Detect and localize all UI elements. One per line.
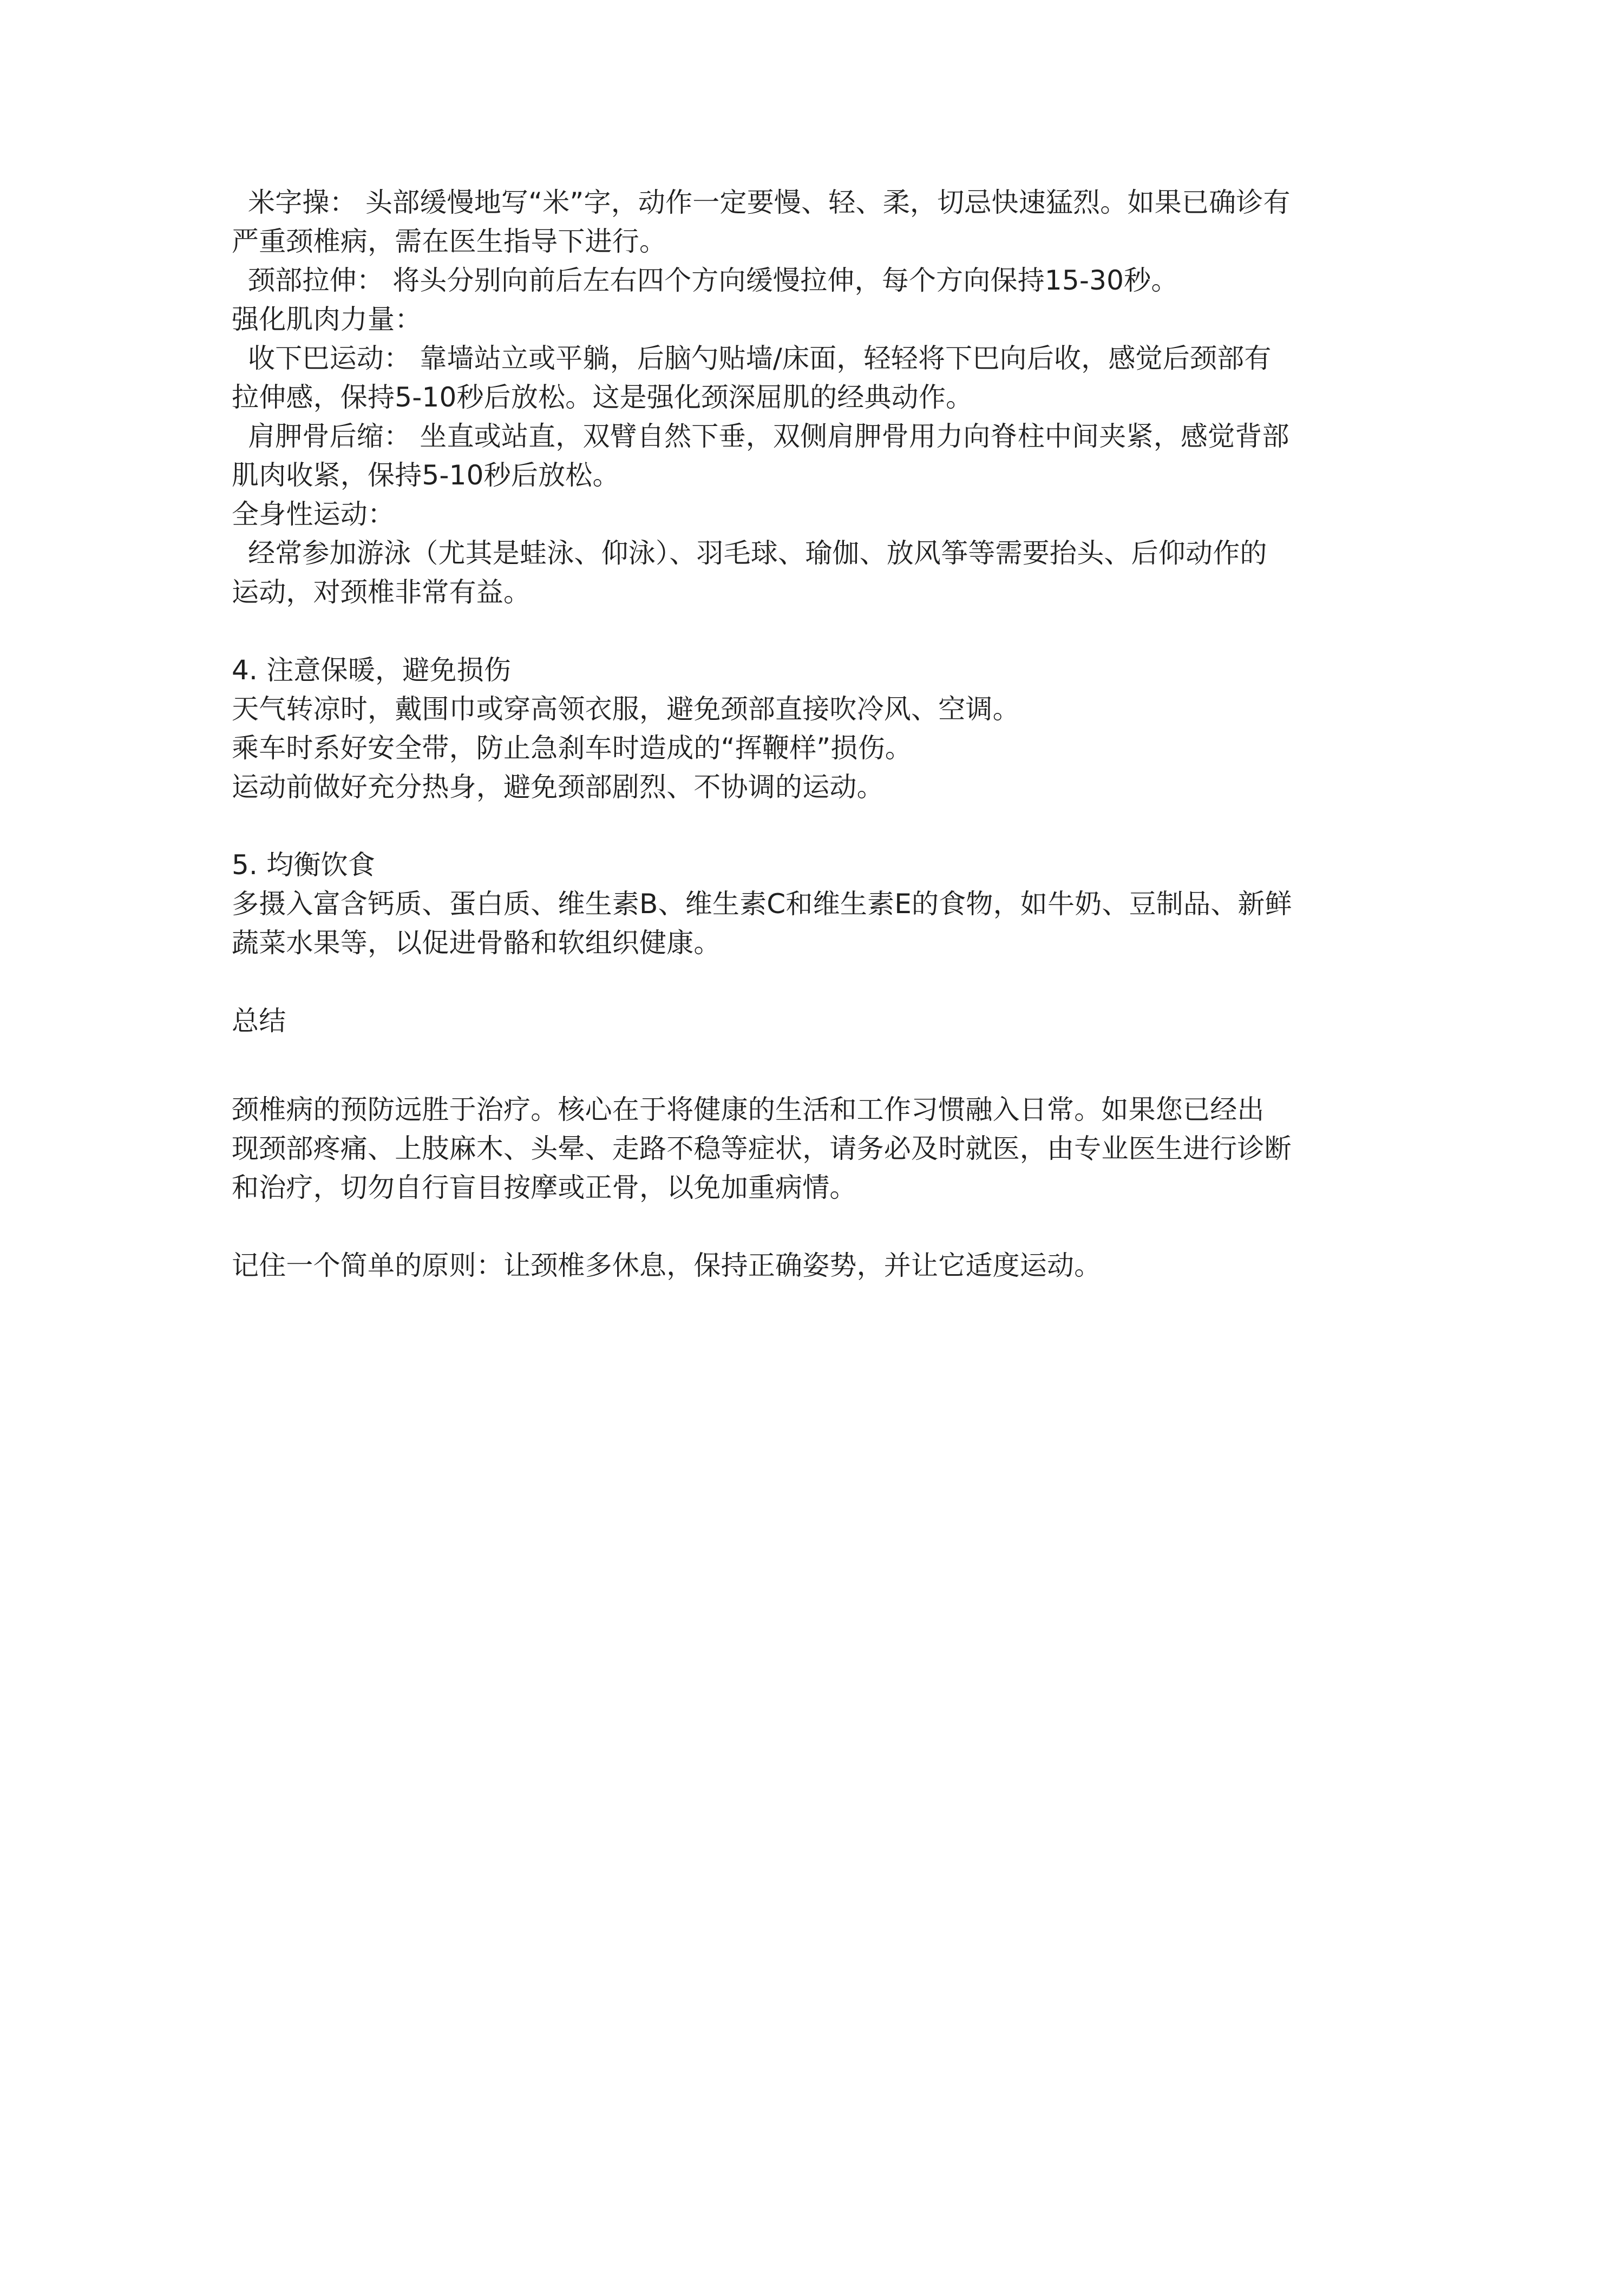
exercise-mizi-cao-line-1: 米字操： 头部缓慢地写“米”字，动作一定要慢、轻、柔，切忌快速猛烈。如果已确诊有 [248,187,1291,218]
summary-paragraph-line-3: 和治疗，切勿自行盲目按摩或正骨，以免加重病情。 [232,1172,857,1203]
section-5-heading: 5. 均衡饮食 [232,849,375,881]
section-4-line-3: 运动前做好充分热身，避免颈部剧烈、不协调的运动。 [232,771,884,803]
whole-body-heading: 全身性运动： [232,499,395,530]
section-5-line-2: 蔬菜水果等，以促进骨骼和软组织健康。 [232,927,721,959]
summary-paragraph-line-2: 现颈部疼痛、上肢麻木、头晕、走路不稳等症状，请务必及时就医，由专业医生进行诊断 [232,1133,1292,1164]
spacer [232,612,1412,651]
document-body [232,183,1412,1285]
spacer [232,962,1412,1001]
section-5-line-1: 多摄入富含钙质、蛋白质、维生素B、维生素C和维生素E的食物，如牛奶、豆制品、新鲜 [232,888,1292,920]
exercise-scapula-line-2: 肌肉收紧，保持5-10秒后放松。 [232,460,620,491]
exercise-neck-stretch: 颈部拉伸： 将头分别向前后左右四个方向缓慢拉伸，每个方向保持15-30秒。 [248,265,1178,296]
exercise-whole-body-line-2: 运动，对颈椎非常有益。 [232,576,531,608]
strength-heading: 强化肌肉力量： [232,304,422,335]
exercise-chin-tuck-line-1: 收下巴运动： 靠墙站立或平躺，后脑勺贴墙/床面，轻轻将下巴向后收，感觉后颈部有 [248,343,1272,374]
exercise-mizi-cao-line-2: 严重颈椎病，需在医生指导下进行。 [232,226,667,257]
section-4-heading: 4. 注意保暖，避免损伤 [232,654,511,686]
section-4-line-1: 天气转凉时，戴围巾或穿高领衣服，避免颈部直接吹冷风、空调。 [232,693,1020,725]
spacer [232,806,1412,845]
summary-paragraph-line-1: 颈椎病的预防远胜于治疗。核心在于将健康的生活和工作习惯融入日常。如果您已经出 [232,1094,1265,1125]
exercise-whole-body-line-1: 经常参加游泳（尤其是蛙泳、仰泳）、羽毛球、瑜伽、放风筝等需要抬头、后仰动作的 [248,537,1267,569]
section-4-line-2: 乘车时系好安全带，防止急刹车时造成的“挥鞭样”损伤。 [232,732,913,764]
spacer [232,1040,1412,1090]
spacer [232,1207,1412,1246]
summary-heading: 总结 [232,1005,286,1037]
exercise-chin-tuck-line-2: 拉伸感，保持5-10秒后放松。这是强化颈深屈肌的经典动作。 [232,382,973,413]
exercise-scapula-line-1: 肩胛骨后缩： 坐直或站直，双臂自然下垂，双侧肩胛骨用力向脊柱中间夹紧，感觉背部 [248,421,1289,452]
summary-principle: 记住一个简单的原则：让颈椎多休息，保持正确姿势，并让它适度运动。 [232,1250,1102,1281]
